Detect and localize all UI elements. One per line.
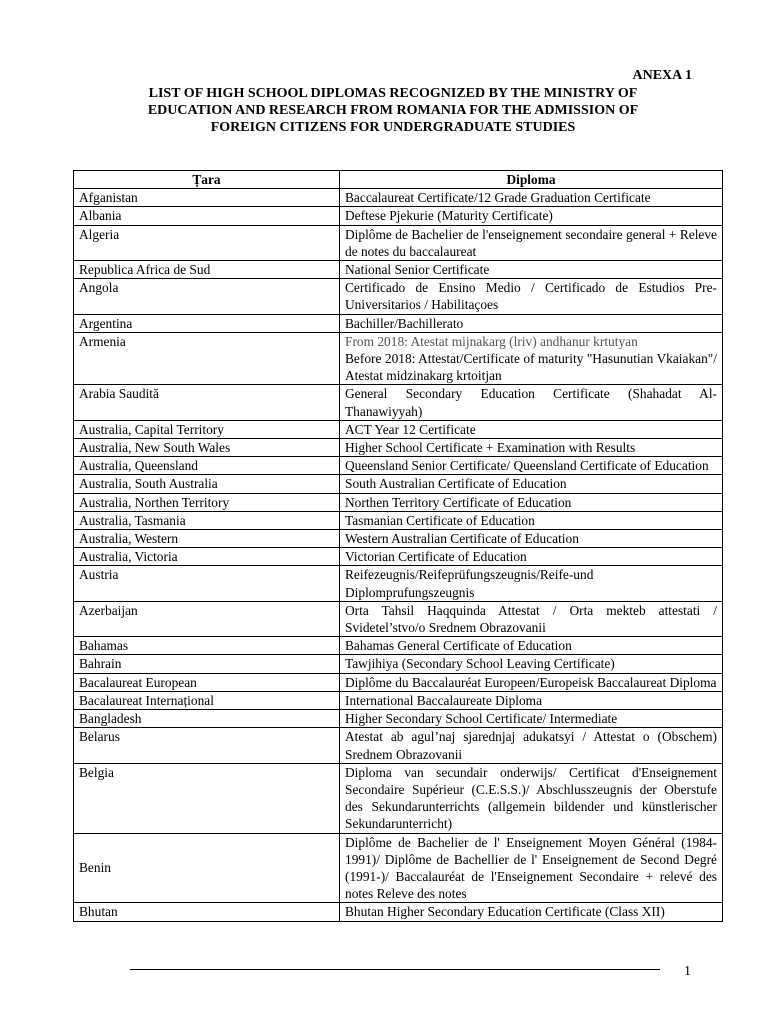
diploma-cell: Tawjihiya (Secondary School Leaving Certificate) bbox=[340, 655, 723, 673]
table-row bbox=[74, 691, 723, 709]
diploma-cell: Higher School Certificate + Examination with Results bbox=[340, 439, 723, 457]
country-cell: Bacalaureat European bbox=[74, 673, 340, 691]
country-cell: Australia, Tasmania bbox=[74, 511, 340, 529]
table-row bbox=[74, 493, 723, 511]
diploma-cell: ACT Year 12 Certificate bbox=[340, 420, 723, 438]
diploma-cell: Diplôme du Baccalauréat Europeen/Europeisk Baccalaureat Diploma bbox=[340, 673, 723, 691]
table-row bbox=[74, 637, 723, 655]
country-cell: Azerbaijan bbox=[74, 601, 340, 636]
table-row bbox=[74, 511, 723, 529]
country-cell: Australia, Western bbox=[74, 530, 340, 548]
diploma-cell: Victorian Certificate of Education bbox=[340, 548, 723, 566]
country-cell: Australia, New South Wales bbox=[74, 439, 340, 457]
country-cell: Argentina bbox=[74, 314, 340, 332]
country-cell: Australia, Victoria bbox=[74, 548, 340, 566]
table-row bbox=[74, 420, 723, 438]
diploma-cell: Bhutan Higher Secondary Education Certificate (Class XII) bbox=[340, 903, 723, 921]
diploma-cell: Diploma van secundair onderwijs/ Certificat d'Enseignement Secondaire Supérieur (C.E.S.S.)/ Abschlusszeugnis der Oberstufe des Sekundarunterrichts (allgemein bildender und künstlerischer Sekundarunterricht) bbox=[340, 763, 723, 833]
table-row bbox=[74, 385, 723, 420]
country-cell: Afganistan bbox=[74, 189, 340, 207]
diploma-cell: National Senior Certificate bbox=[340, 261, 723, 279]
diploma-cell: Deftese Pjekurie (Maturity Certificate) bbox=[340, 207, 723, 225]
column-header-diploma: Diploma bbox=[340, 171, 723, 189]
country-cell: Algeria bbox=[74, 225, 340, 260]
title-line: EDUCATION AND RESEARCH FROM ROMANIA FOR THE ADMISSION OF bbox=[147, 103, 639, 118]
table-row bbox=[74, 601, 723, 636]
country-cell: Australia, Capital Territory bbox=[74, 420, 340, 438]
country-cell: Bhutan bbox=[74, 903, 340, 921]
diploma-cell bbox=[340, 332, 723, 385]
title-line: LIST OF HIGH SCHOOL DIPLOMAS RECOGNIZED BY THE MINISTRY OF bbox=[148, 86, 638, 101]
title-line: FOREIGN CITIZENS FOR UNDERGRADUATE STUDIES bbox=[210, 120, 576, 135]
table-row bbox=[74, 189, 723, 207]
table-row bbox=[74, 530, 723, 548]
footer-divider bbox=[130, 969, 660, 970]
country-cell: Belgia bbox=[74, 763, 340, 833]
table-row bbox=[74, 279, 723, 314]
country-cell: Republica Africa de Sud bbox=[74, 261, 340, 279]
table-row bbox=[74, 833, 723, 903]
document-title bbox=[90, 85, 696, 136]
country-cell: Bahamas bbox=[74, 637, 340, 655]
diplomas-table bbox=[73, 170, 723, 922]
table-row bbox=[74, 439, 723, 457]
table-header-row bbox=[74, 171, 723, 189]
table-row bbox=[74, 710, 723, 728]
diploma-cell: Reifezeugnis/Reifeprüfungszeugnis/Reife-und Diplomprufungszeugnis bbox=[340, 566, 723, 601]
diploma-cell: Atestat ab agul’naj sjarednjaj adukatsyi / Attestat o (Obschem) Srednem Obrazovanii bbox=[340, 728, 723, 763]
table-row bbox=[74, 457, 723, 475]
table-row bbox=[74, 332, 723, 385]
table-row bbox=[74, 225, 723, 260]
table-row bbox=[74, 728, 723, 763]
country-cell: Australia, Queensland bbox=[74, 457, 340, 475]
country-cell: Benin bbox=[74, 833, 340, 903]
table-row bbox=[74, 566, 723, 601]
table-row bbox=[74, 655, 723, 673]
country-cell: Bahrain bbox=[74, 655, 340, 673]
annex-label: ANEXA 1 bbox=[632, 68, 692, 83]
diploma-cell: Northen Territory Certificate of Education bbox=[340, 493, 723, 511]
table-row bbox=[74, 903, 723, 921]
diploma-cell: Queensland Senior Certificate/ Queensland Certificate of Education bbox=[340, 457, 723, 475]
diploma-cell: Bahamas General Certificate of Education bbox=[340, 637, 723, 655]
country-cell: Australia, South Australia bbox=[74, 475, 340, 493]
table-row bbox=[74, 207, 723, 225]
diploma-cell: Diplôme de Bachelier de l' Enseignement Moyen Général (1984-1991)/ Diplôme de Bachellier de l' Enseignement de Second Degré (1991-)/ Baccalauréat de l'Enseignement Secondaire + relevé des notes Releve des notes bbox=[340, 833, 723, 903]
country-cell: Bacalaureat Internațional bbox=[74, 691, 340, 709]
column-header-country: Țara bbox=[74, 171, 340, 189]
diploma-cell: Diplôme de Bachelier de l'enseignement secondaire general + Releve de notes du baccalaureat bbox=[340, 225, 723, 260]
country-cell: Belarus bbox=[74, 728, 340, 763]
country-cell: Australia, Northen Territory bbox=[74, 493, 340, 511]
country-cell: Austria bbox=[74, 566, 340, 601]
table-row bbox=[74, 475, 723, 493]
diploma-cell: Baccalaureat Certificate/12 Grade Graduation Certificate bbox=[340, 189, 723, 207]
diploma-cell: Bachiller/Bachillerato bbox=[340, 314, 723, 332]
diploma-cell: Tasmanian Certificate of Education bbox=[340, 511, 723, 529]
diploma-cell: Certificado de Ensino Medio / Certificado de Estudios Pre-Universitarios / Habilitaçoes bbox=[340, 279, 723, 314]
diploma-cell: International Baccalaureate Diploma bbox=[340, 691, 723, 709]
table-row bbox=[74, 314, 723, 332]
diploma-cell: Higher Secondary School Certificate/ Intermediate bbox=[340, 710, 723, 728]
diploma-cell: Orta Tahsil Haqquinda Attestat / Orta mekteb attestati / Svidetel’stvo/o Srednem Obrazovanii bbox=[340, 601, 723, 636]
diploma-cell: Western Australian Certificate of Education bbox=[340, 530, 723, 548]
diploma-cell: General Secondary Education Certificate (Shahadat Al-Thanawiyyah) bbox=[340, 385, 723, 420]
country-cell: Arabia Saudită bbox=[74, 385, 340, 420]
diploma-line: From 2018: Atestat mijnakarg (lriv) andhanur krtutyan bbox=[345, 333, 638, 349]
table-row bbox=[74, 548, 723, 566]
table-row bbox=[74, 763, 723, 833]
page-number: 1 bbox=[684, 964, 691, 979]
country-cell: Bangladesh bbox=[74, 710, 340, 728]
table-row bbox=[74, 261, 723, 279]
diploma-line: Before 2018: Attestat/Certificate of maturity "Hasunutian Vkaiakan"/ Atestat midzinakarg krtoitjan bbox=[345, 351, 717, 384]
country-cell: Armenia bbox=[74, 332, 340, 385]
country-cell: Albania bbox=[74, 207, 340, 225]
country-cell: Angola bbox=[74, 279, 340, 314]
diploma-cell: South Australian Certificate of Education bbox=[340, 475, 723, 493]
table-row bbox=[74, 673, 723, 691]
